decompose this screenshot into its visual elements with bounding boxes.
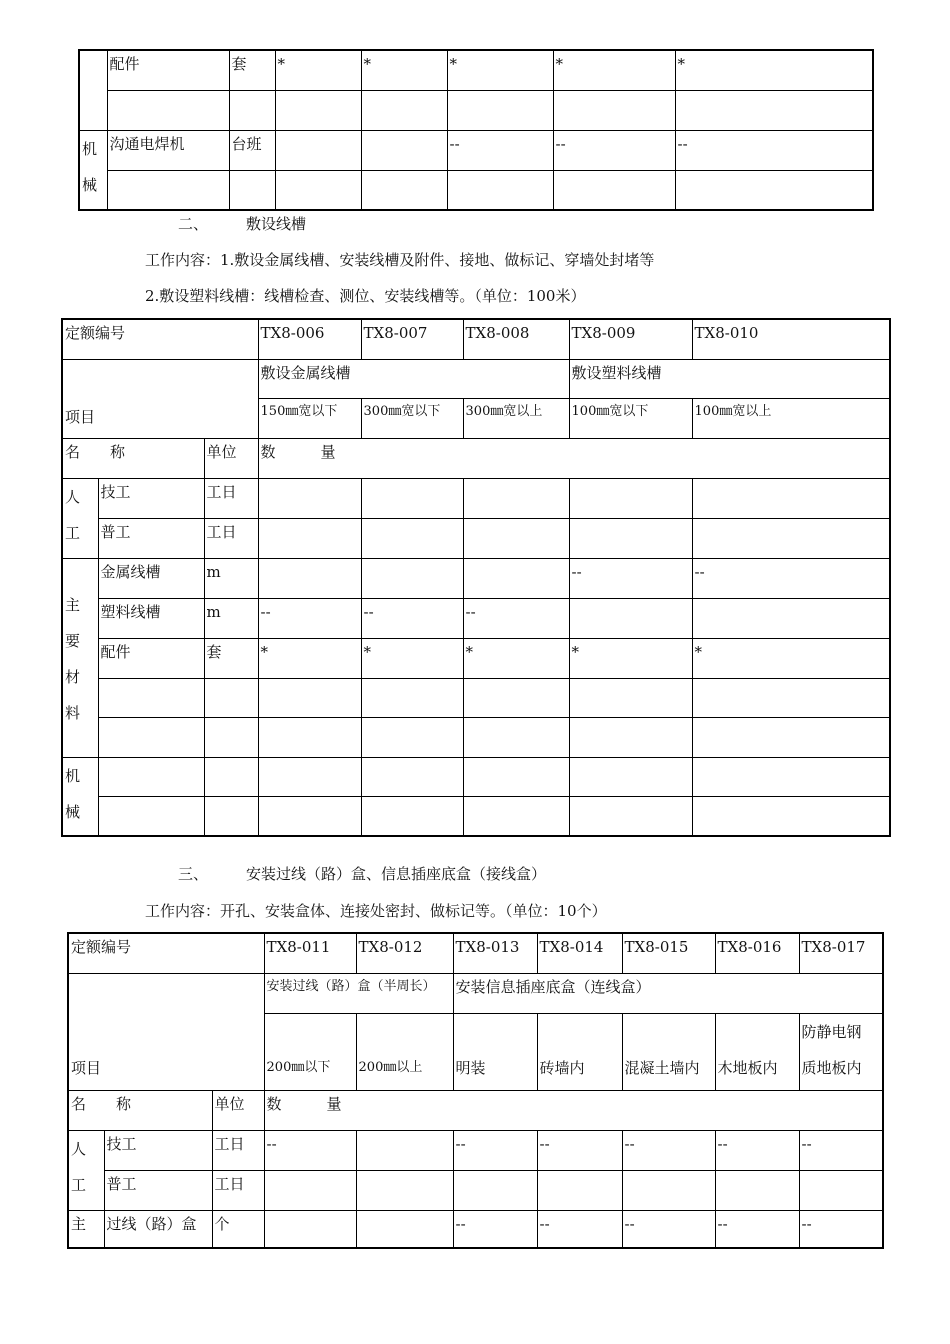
cell bbox=[463, 558, 569, 598]
cell bbox=[107, 90, 229, 130]
cell bbox=[98, 757, 204, 796]
table-row bbox=[68, 1170, 883, 1210]
section-number: 三、 bbox=[178, 865, 209, 883]
cell bbox=[258, 796, 361, 836]
table-row bbox=[62, 678, 890, 717]
row-name: 金属线槽 bbox=[98, 558, 204, 598]
cell bbox=[258, 518, 361, 558]
table-row bbox=[62, 717, 890, 757]
cell: -- bbox=[622, 1210, 715, 1248]
cell bbox=[204, 796, 258, 836]
sub-header: 200㎜以上 bbox=[356, 1013, 453, 1090]
category-main: 主 bbox=[68, 1210, 104, 1248]
table-row bbox=[62, 558, 890, 598]
cell bbox=[275, 90, 361, 130]
quota-code: TX8-014 bbox=[537, 933, 622, 973]
table-row bbox=[62, 638, 890, 678]
cell bbox=[258, 757, 361, 796]
category-machine bbox=[62, 757, 98, 836]
row-name: 普工 bbox=[98, 518, 204, 558]
row-unit: 台班 bbox=[229, 130, 275, 170]
row-unit: 工日 bbox=[212, 1170, 264, 1210]
row-name: 过线（路）盒 bbox=[104, 1210, 212, 1248]
cell: -- bbox=[692, 558, 890, 598]
code-label: 定额编号 bbox=[62, 319, 258, 359]
cell bbox=[622, 1170, 715, 1210]
cell bbox=[692, 757, 890, 796]
row-unit: m bbox=[204, 558, 258, 598]
section-number: 二、 bbox=[178, 215, 209, 233]
sub-header: 100㎜宽以上 bbox=[692, 398, 890, 438]
cell: -- bbox=[361, 598, 463, 638]
quota-code: TX8-017 bbox=[799, 933, 883, 973]
row-unit: 工日 bbox=[204, 478, 258, 518]
cell: -- bbox=[453, 1130, 537, 1170]
code-label: 定额编号 bbox=[68, 933, 264, 973]
cell: -- bbox=[715, 1210, 799, 1248]
table-row bbox=[79, 130, 873, 170]
category-machine: 机械 bbox=[79, 130, 107, 210]
quota-code: TX8-010 bbox=[692, 319, 890, 359]
cell: -- bbox=[569, 558, 692, 598]
sub-header: 混凝土墙内 bbox=[622, 1013, 715, 1090]
cell: * bbox=[361, 638, 463, 678]
sub-header: 明装 bbox=[453, 1013, 537, 1090]
category-char: 人 bbox=[65, 487, 81, 506]
category-char: 主 bbox=[65, 596, 81, 614]
cell: -- bbox=[264, 1130, 356, 1170]
row-name: 沟通电焊机 bbox=[107, 130, 229, 170]
cell: -- bbox=[453, 1210, 537, 1248]
cell: * bbox=[569, 638, 692, 678]
cell bbox=[356, 1210, 453, 1248]
quantity-label: 数 量 bbox=[264, 1090, 883, 1130]
cell bbox=[204, 757, 258, 796]
category-char: 材 bbox=[65, 668, 81, 686]
cell bbox=[692, 518, 890, 558]
cell bbox=[463, 478, 569, 518]
item-label: 项目 bbox=[62, 359, 258, 438]
cell bbox=[258, 558, 361, 598]
cell bbox=[692, 478, 890, 518]
section-heading: 安装过线（路）盒、信息插座底盒（接线盒） bbox=[246, 865, 547, 883]
table-row bbox=[62, 478, 890, 518]
row-name: 塑料线槽 bbox=[98, 598, 204, 638]
cell bbox=[537, 1170, 622, 1210]
cell bbox=[204, 717, 258, 757]
category-char: 械 bbox=[65, 802, 81, 821]
group-header: 敷设金属线槽 bbox=[258, 359, 569, 398]
quota-table-junction-box bbox=[67, 932, 884, 1249]
cell bbox=[553, 170, 675, 210]
row-name: 配件 bbox=[107, 50, 229, 90]
cell: -- bbox=[715, 1130, 799, 1170]
quota-code: TX8-015 bbox=[622, 933, 715, 973]
quota-code: TX8-013 bbox=[453, 933, 537, 973]
table-row bbox=[68, 1210, 883, 1248]
sub-header-line: 质地板内 bbox=[801, 1058, 862, 1077]
cell bbox=[569, 478, 692, 518]
sub-header: 木地板内 bbox=[715, 1013, 799, 1090]
cell bbox=[569, 678, 692, 717]
sub-header: 300㎜宽以上 bbox=[463, 398, 569, 438]
header-row-codes bbox=[68, 933, 883, 973]
cell bbox=[675, 90, 873, 130]
cell bbox=[361, 478, 463, 518]
cell bbox=[229, 170, 275, 210]
cell bbox=[447, 170, 553, 210]
cell bbox=[799, 1170, 883, 1210]
table-row bbox=[79, 90, 873, 130]
quota-code: TX8-007 bbox=[361, 319, 463, 359]
table-row bbox=[62, 796, 890, 836]
category-char: 料 bbox=[65, 704, 81, 722]
category-labor bbox=[62, 478, 98, 558]
sub-header: 300㎜宽以下 bbox=[361, 398, 463, 438]
row-unit: m bbox=[204, 598, 258, 638]
cell bbox=[463, 678, 569, 717]
header-row-groups bbox=[68, 973, 883, 1013]
header-row-names bbox=[68, 1090, 883, 1130]
cell: * bbox=[675, 50, 873, 90]
category-material bbox=[62, 558, 98, 757]
cell bbox=[569, 796, 692, 836]
quota-code: TX8-016 bbox=[715, 933, 799, 973]
category-char: 机 bbox=[65, 766, 81, 785]
row-name: 技工 bbox=[98, 478, 204, 518]
cell bbox=[361, 170, 447, 210]
name-label: 名 称 bbox=[62, 438, 204, 478]
cell bbox=[258, 717, 361, 757]
cell bbox=[258, 678, 361, 717]
cell bbox=[229, 90, 275, 130]
header-row-groups bbox=[62, 359, 890, 398]
cell: -- bbox=[463, 598, 569, 638]
cell bbox=[258, 478, 361, 518]
cell bbox=[204, 678, 258, 717]
cell bbox=[692, 678, 890, 717]
cell bbox=[463, 796, 569, 836]
cell bbox=[361, 558, 463, 598]
row-unit: 个 bbox=[212, 1210, 264, 1248]
cell bbox=[692, 598, 890, 638]
cell: -- bbox=[553, 130, 675, 170]
category-char: 人 bbox=[71, 1139, 87, 1158]
cell: * bbox=[463, 638, 569, 678]
quota-code: TX8-011 bbox=[264, 933, 356, 973]
cell bbox=[553, 90, 675, 130]
work-content: 工作内容：开孔、安装盒体、连接处密封、做标记等。（单位：10个） bbox=[145, 902, 607, 920]
quota-code: TX8-006 bbox=[258, 319, 361, 359]
cell bbox=[463, 717, 569, 757]
cell: * bbox=[275, 50, 361, 90]
row-name: 配件 bbox=[98, 638, 204, 678]
cell bbox=[453, 1170, 537, 1210]
cell bbox=[569, 518, 692, 558]
cell bbox=[692, 796, 890, 836]
table-row bbox=[79, 50, 873, 90]
cell: -- bbox=[447, 130, 553, 170]
sub-header: 砖墙内 bbox=[537, 1013, 622, 1090]
cell: * bbox=[692, 638, 890, 678]
cell bbox=[463, 757, 569, 796]
name-label: 名 称 bbox=[68, 1090, 212, 1130]
sub-header: 200㎜以下 bbox=[264, 1013, 356, 1090]
cell bbox=[361, 130, 447, 170]
header-row-names bbox=[62, 438, 890, 478]
cell bbox=[361, 717, 463, 757]
cell bbox=[361, 90, 447, 130]
header-row-codes bbox=[62, 319, 890, 359]
row-unit: 工日 bbox=[204, 518, 258, 558]
quota-code: TX8-008 bbox=[463, 319, 569, 359]
cell bbox=[361, 796, 463, 836]
cell: * bbox=[258, 638, 361, 678]
cell bbox=[361, 678, 463, 717]
cell bbox=[98, 796, 204, 836]
group-header: 安装过线（路）盒（半周长） bbox=[264, 973, 453, 1013]
row-unit: 套 bbox=[204, 638, 258, 678]
quota-table-cable-trough bbox=[61, 318, 891, 837]
sub-header-line: 防静电钢 bbox=[801, 1022, 862, 1041]
category-cell bbox=[79, 50, 107, 130]
item-label: 项目 bbox=[68, 973, 264, 1090]
table-row bbox=[62, 757, 890, 796]
table-row bbox=[62, 518, 890, 558]
quota-code: TX8-009 bbox=[569, 319, 692, 359]
sub-header: 100㎜宽以下 bbox=[569, 398, 692, 438]
cell bbox=[98, 717, 204, 757]
category-char: 工 bbox=[71, 1175, 87, 1194]
row-unit: 套 bbox=[229, 50, 275, 90]
cell bbox=[361, 757, 463, 796]
cell: -- bbox=[799, 1130, 883, 1170]
cell bbox=[275, 130, 361, 170]
quantity-label: 数 量 bbox=[258, 438, 890, 478]
cell bbox=[715, 1170, 799, 1210]
cell: -- bbox=[258, 598, 361, 638]
cell bbox=[264, 1170, 356, 1210]
sub-header-multiline bbox=[799, 1013, 883, 1090]
cell bbox=[356, 1130, 453, 1170]
cell bbox=[675, 170, 873, 210]
cell: -- bbox=[799, 1210, 883, 1248]
cell bbox=[361, 518, 463, 558]
cell: -- bbox=[622, 1130, 715, 1170]
cell bbox=[107, 170, 229, 210]
row-unit: 工日 bbox=[212, 1130, 264, 1170]
cell: * bbox=[553, 50, 675, 90]
cell: * bbox=[447, 50, 553, 90]
table-row bbox=[62, 598, 890, 638]
cell bbox=[275, 170, 361, 210]
table-row bbox=[79, 170, 873, 210]
cell: * bbox=[361, 50, 447, 90]
work-content: 工作内容：1.敷设金属线槽、安装线槽及附件、接地、做标记、穿墙处封堵等 bbox=[145, 251, 655, 269]
cell: -- bbox=[537, 1130, 622, 1170]
cell bbox=[569, 717, 692, 757]
cell bbox=[264, 1210, 356, 1248]
cell bbox=[98, 678, 204, 717]
sub-header: 150㎜宽以下 bbox=[258, 398, 361, 438]
work-content: 2.敷设塑料线槽：线槽检查、测位、安装线槽等。（单位：100米） bbox=[145, 287, 586, 305]
group-header: 敷设塑料线槽 bbox=[569, 359, 890, 398]
row-name: 技工 bbox=[104, 1130, 212, 1170]
category-char: 要 bbox=[65, 632, 81, 650]
cell bbox=[463, 518, 569, 558]
category-char: 工 bbox=[65, 523, 81, 542]
category-labor bbox=[68, 1130, 104, 1210]
cell: -- bbox=[537, 1210, 622, 1248]
cell bbox=[569, 757, 692, 796]
cell bbox=[356, 1170, 453, 1210]
cell bbox=[447, 90, 553, 130]
table-prev-continued bbox=[78, 49, 874, 211]
unit-label: 单位 bbox=[204, 438, 258, 478]
cell bbox=[569, 598, 692, 638]
row-name: 普工 bbox=[104, 1170, 212, 1210]
unit-label: 单位 bbox=[212, 1090, 264, 1130]
cell: -- bbox=[675, 130, 873, 170]
group-header: 安装信息插座底盒（连线盒） bbox=[453, 973, 883, 1013]
quota-code: TX8-012 bbox=[356, 933, 453, 973]
section-heading: 敷设线槽 bbox=[246, 215, 307, 233]
table-row bbox=[68, 1130, 883, 1170]
cell bbox=[692, 717, 890, 757]
